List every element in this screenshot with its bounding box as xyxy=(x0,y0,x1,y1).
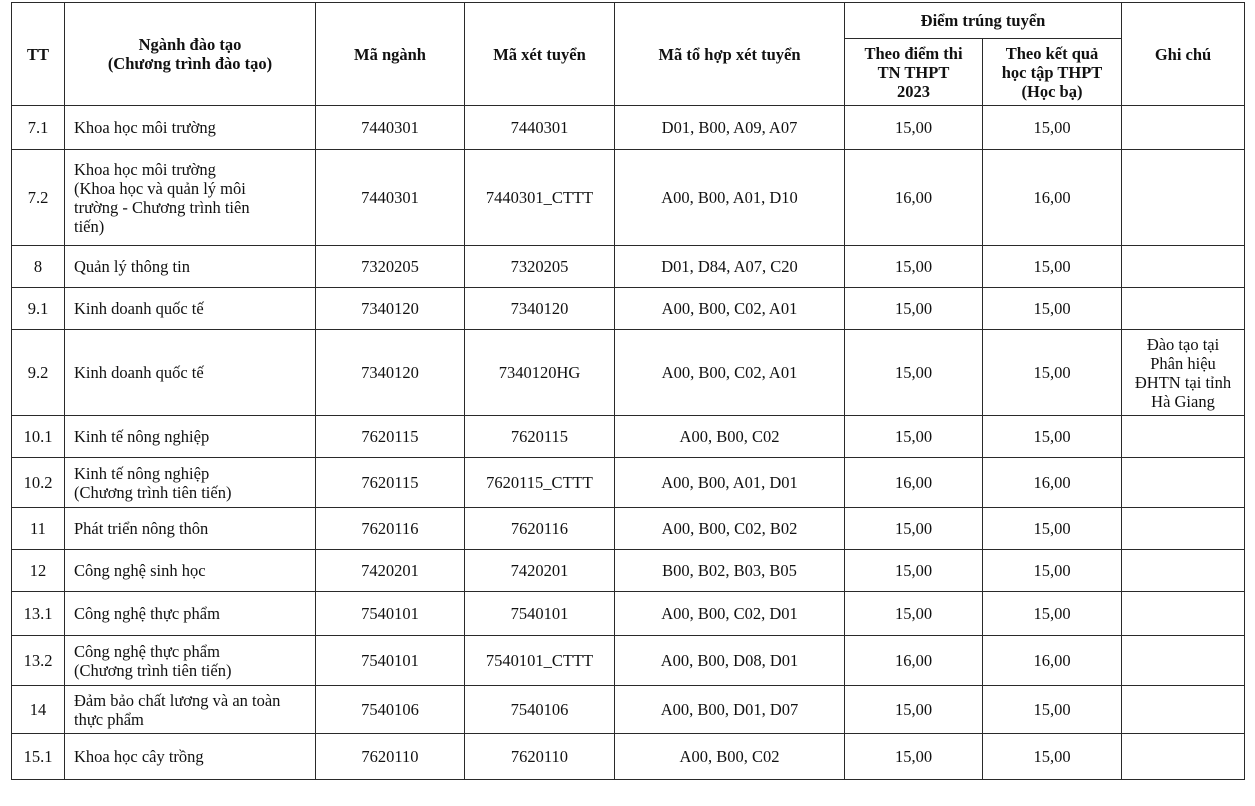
cell-major-line: Đảm bảo chất lương và an toàn xyxy=(74,690,281,710)
cell-combination: B00, B02, B03, B05 xyxy=(615,550,845,592)
cell-major-code: 7540106 xyxy=(316,686,465,734)
cell-tt: 15.1 xyxy=(12,734,65,780)
cell-score-exam: 15,00 xyxy=(845,416,983,458)
table-row xyxy=(12,734,1245,780)
cell-score-exam: 16,00 xyxy=(845,636,983,686)
cell-score-transcript: 15,00 xyxy=(983,106,1122,150)
cell-tt: 7.2 xyxy=(12,150,65,246)
cell-major-line: Kinh doanh quốc tế xyxy=(74,299,204,318)
cell-major-code: 7540101 xyxy=(316,592,465,636)
cell-note xyxy=(1122,458,1245,508)
header-score-exam-line3: 2023 xyxy=(897,81,930,101)
cell-tt: 10.1 xyxy=(12,416,65,458)
cell-tt: 10.2 xyxy=(12,458,65,508)
cell-note xyxy=(1122,550,1245,592)
header-row-top xyxy=(12,3,1245,39)
cell-major-code: 7320205 xyxy=(316,246,465,288)
cell-major-line: Công nghệ thực phẩm xyxy=(74,641,220,661)
cell-admission-code: 7440301 xyxy=(465,106,615,150)
cell-major xyxy=(65,150,316,246)
cell-major-code: 7340120 xyxy=(316,330,465,416)
header-score-exam xyxy=(845,39,983,106)
cell-score-transcript: 15,00 xyxy=(983,550,1122,592)
cell-major xyxy=(65,508,316,550)
header-score-transcript-line1: Theo kết quả xyxy=(1005,43,1099,63)
cell-combination: A00, B00, C02, A01 xyxy=(615,330,845,416)
cell-admission-code: 7540101 xyxy=(465,592,615,636)
cell-score-exam: 15,00 xyxy=(845,106,983,150)
cell-note xyxy=(1122,734,1245,780)
cell-score-exam: 15,00 xyxy=(845,592,983,636)
cell-score-exam: 15,00 xyxy=(845,330,983,416)
cell-major-code: 7340120 xyxy=(316,288,465,330)
cell-major-code: 7540101 xyxy=(316,636,465,686)
cell-combination: A00, B00, C02, D01 xyxy=(615,592,845,636)
cell-score-transcript: 15,00 xyxy=(983,416,1122,458)
cell-note xyxy=(1122,150,1245,246)
cell-combination: D01, D84, A07, C20 xyxy=(615,246,845,288)
header-note: Ghi chú xyxy=(1122,3,1245,106)
cell-score-transcript: 15,00 xyxy=(983,288,1122,330)
cell-major xyxy=(65,550,316,592)
cell-admission-code: 7440301_CTTT xyxy=(465,150,615,246)
cell-note xyxy=(1122,686,1245,734)
cell-major-line: Kinh tế nông nghiệp xyxy=(74,463,210,483)
header-major-line1: Ngành đào tạo xyxy=(138,35,242,54)
cell-major-code: 7420201 xyxy=(316,550,465,592)
cell-major xyxy=(65,330,316,416)
cell-combination: A00, B00, C02 xyxy=(615,416,845,458)
cell-combination: A00, B00, A01, D10 xyxy=(615,150,845,246)
cell-note-line: ĐHTN tại tỉnh xyxy=(1134,372,1232,392)
cell-major-line: Khoa học môi trường xyxy=(74,159,216,179)
cell-score-transcript: 15,00 xyxy=(983,508,1122,550)
table-row xyxy=(12,288,1245,330)
cell-note-line: Hà Giang xyxy=(1151,391,1215,411)
table-row xyxy=(12,150,1245,246)
cell-tt: 9.1 xyxy=(12,288,65,330)
header-score-transcript-line2: học tập THPT xyxy=(1001,62,1103,82)
cell-tt: 7.1 xyxy=(12,106,65,150)
cell-note xyxy=(1122,592,1245,636)
cell-admission-code: 7340120 xyxy=(465,288,615,330)
header-major xyxy=(65,3,316,106)
cell-score-transcript: 15,00 xyxy=(983,592,1122,636)
cell-admission-code: 7320205 xyxy=(465,246,615,288)
admission-score-table xyxy=(11,2,1245,780)
cell-major-line: tiến) xyxy=(74,216,105,236)
cell-score-exam: 15,00 xyxy=(845,508,983,550)
cell-major-code: 7620115 xyxy=(316,416,465,458)
cell-note xyxy=(1122,508,1245,550)
cell-major-code: 7440301 xyxy=(316,106,465,150)
cell-major-line: Quản lý thông tin xyxy=(74,257,190,276)
cell-major-code: 7620116 xyxy=(316,508,465,550)
cell-major-line: Công nghệ sinh học xyxy=(74,561,206,580)
header-score-group: Điểm trúng tuyển xyxy=(845,3,1122,39)
cell-admission-code: 7620115 xyxy=(465,416,615,458)
cell-note xyxy=(1122,416,1245,458)
cell-score-transcript: 16,00 xyxy=(983,458,1122,508)
cell-tt: 11 xyxy=(12,508,65,550)
cell-major xyxy=(65,636,316,686)
cell-major-line: thực phẩm xyxy=(74,709,144,729)
cell-score-exam: 15,00 xyxy=(845,686,983,734)
cell-score-exam: 15,00 xyxy=(845,246,983,288)
table-row xyxy=(12,416,1245,458)
header-score-exam-line2: TN THPT xyxy=(877,62,950,82)
cell-score-transcript: 16,00 xyxy=(983,636,1122,686)
cell-score-transcript: 15,00 xyxy=(983,686,1122,734)
cell-tt: 12 xyxy=(12,550,65,592)
cell-major-line: (Chương trình tiên tiến) xyxy=(74,660,232,680)
cell-combination: A00, B00, C02, A01 xyxy=(615,288,845,330)
cell-score-transcript: 15,00 xyxy=(983,330,1122,416)
table-row xyxy=(12,508,1245,550)
cell-note-line: Phân hiệu xyxy=(1150,353,1216,373)
cell-admission-code: 7340120HG xyxy=(465,330,615,416)
header-major-line2: (Chương trình đào tạo) xyxy=(107,54,273,73)
cell-admission-code: 7420201 xyxy=(465,550,615,592)
cell-combination: A00, B00, D01, D07 xyxy=(615,686,845,734)
cell-admission-code: 7620115_CTTT xyxy=(465,458,615,508)
cell-major xyxy=(65,734,316,780)
cell-major xyxy=(65,686,316,734)
cell-admission-code: 7620110 xyxy=(465,734,615,780)
cell-score-exam: 15,00 xyxy=(845,734,983,780)
cell-major-line: Khoa học cây trồng xyxy=(74,747,204,766)
cell-major-line: Công nghệ thực phẩm xyxy=(74,604,220,623)
cell-major-line: (Khoa học và quản lý môi xyxy=(74,178,246,198)
table-row xyxy=(12,550,1245,592)
cell-major-code: 7440301 xyxy=(316,150,465,246)
cell-combination: A00, B00, A01, D01 xyxy=(615,458,845,508)
table-row xyxy=(12,106,1245,150)
table-row xyxy=(12,458,1245,508)
cell-score-exam: 16,00 xyxy=(845,458,983,508)
cell-major-code: 7620110 xyxy=(316,734,465,780)
cell-major-code: 7620115 xyxy=(316,458,465,508)
cell-major xyxy=(65,416,316,458)
cell-tt: 13.1 xyxy=(12,592,65,636)
header-major-code: Mã ngành xyxy=(316,3,465,106)
cell-major-line: (Chương trình tiên tiến) xyxy=(74,482,232,502)
cell-score-exam: 15,00 xyxy=(845,550,983,592)
cell-admission-code: 7620116 xyxy=(465,508,615,550)
cell-major xyxy=(65,458,316,508)
cell-note xyxy=(1122,106,1245,150)
cell-admission-code: 7540101_CTTT xyxy=(465,636,615,686)
cell-score-transcript: 15,00 xyxy=(983,246,1122,288)
cell-major-line: Phát triển nông thôn xyxy=(74,519,209,538)
table-row xyxy=(12,330,1245,416)
cell-tt: 13.2 xyxy=(12,636,65,686)
cell-tt: 8 xyxy=(12,246,65,288)
cell-combination: A00, B00, C02 xyxy=(615,734,845,780)
cell-note xyxy=(1122,288,1245,330)
cell-score-exam: 15,00 xyxy=(845,288,983,330)
header-tt: TT xyxy=(12,3,65,106)
cell-major-line: Kinh tế nông nghiệp xyxy=(74,427,210,446)
cell-combination: A00, B00, C02, B02 xyxy=(615,508,845,550)
cell-score-transcript: 15,00 xyxy=(983,734,1122,780)
cell-major xyxy=(65,246,316,288)
table-row xyxy=(12,592,1245,636)
table-row xyxy=(12,246,1245,288)
cell-major xyxy=(65,592,316,636)
cell-major xyxy=(65,106,316,150)
cell-tt: 14 xyxy=(12,686,65,734)
header-admission-code: Mã xét tuyển xyxy=(465,3,615,106)
table-row xyxy=(12,636,1245,686)
cell-note xyxy=(1122,636,1245,686)
cell-admission-code: 7540106 xyxy=(465,686,615,734)
table-body xyxy=(12,106,1245,780)
cell-major-line: Kinh doanh quốc tế xyxy=(74,363,204,382)
header-score-transcript-line3: (Học bạ) xyxy=(1021,81,1083,101)
cell-note-line: Đào tạo tại xyxy=(1146,334,1220,354)
cell-score-transcript: 16,00 xyxy=(983,150,1122,246)
cell-major xyxy=(65,288,316,330)
cell-note xyxy=(1122,246,1245,288)
header-combination: Mã tổ hợp xét tuyển xyxy=(615,3,845,106)
cell-combination: A00, B00, D08, D01 xyxy=(615,636,845,686)
cell-score-exam: 16,00 xyxy=(845,150,983,246)
header-score-transcript xyxy=(983,39,1122,106)
cell-major-line: Khoa học môi trường xyxy=(74,118,216,137)
cell-note xyxy=(1122,330,1245,416)
cell-tt: 9.2 xyxy=(12,330,65,416)
cell-combination: D01, B00, A09, A07 xyxy=(615,106,845,150)
table-row xyxy=(12,686,1245,734)
cell-major-line: trường - Chương trình tiên xyxy=(74,197,250,217)
header-score-exam-line1: Theo điểm thi xyxy=(864,43,963,63)
